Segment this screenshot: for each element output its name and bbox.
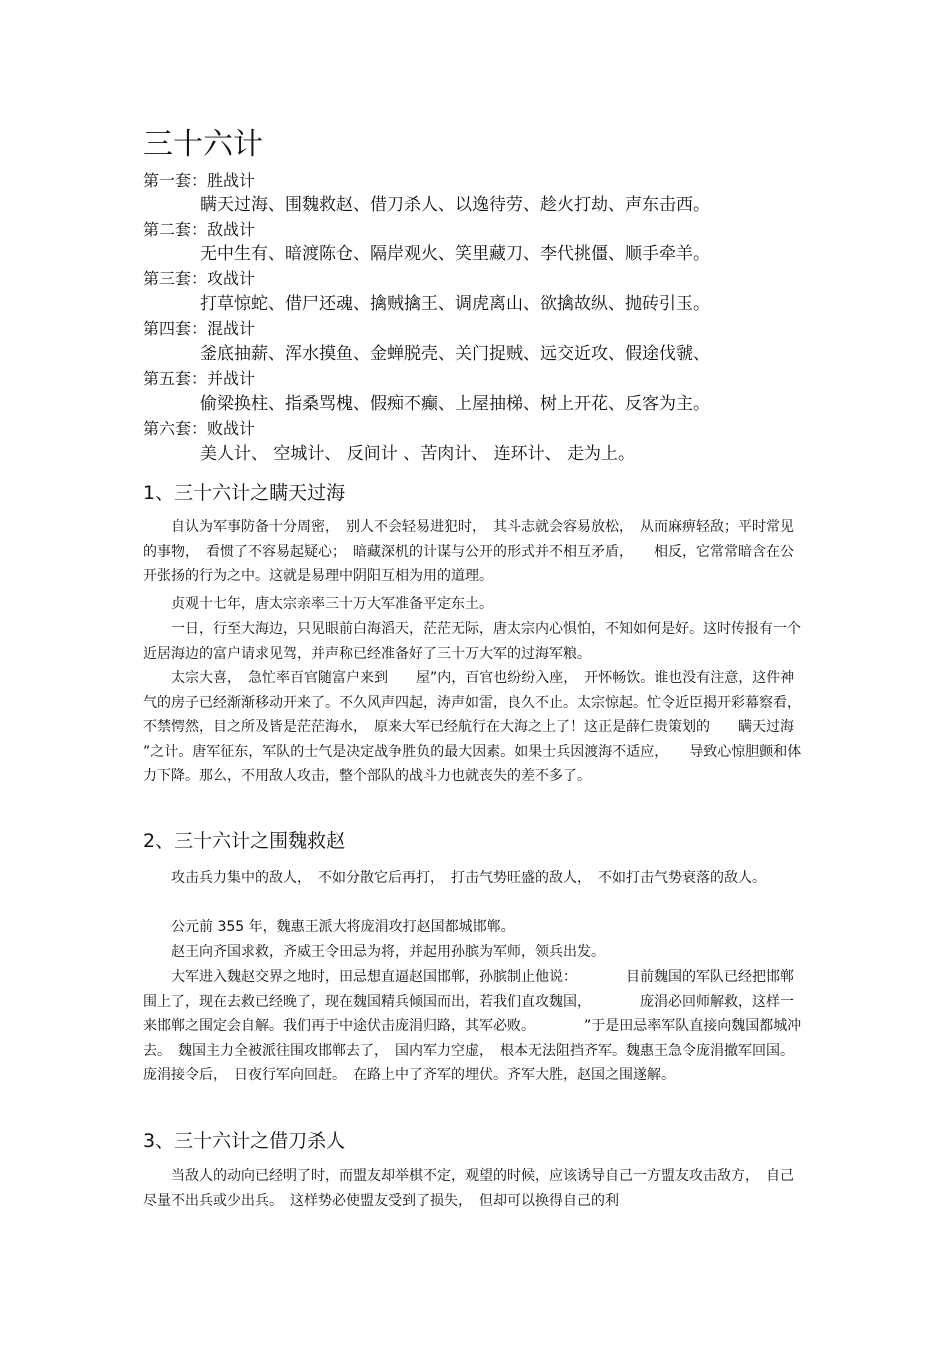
section-heading-1: 1、三十六计之瞒天过海 [143,482,346,504]
section-1-paragraph-4: 太宗大喜， 急忙率百官随富户来到 屋”内，百官也纷纷入座， 开怀畅饮。谁也没有注意，这件神气的房子已经渐渐移动开来了。不久风声四起，涛声如雷，良久不止。太宗惊起。忙令近臣揭开彩幕察看， 不禁愕然，目之所及皆是茫茫海水， 原来大军已经航行在大海之上了！这正是薛仁贵策划的 瞒天过海 ”之计。唐军征东，军队的士气是决定战争胜负的最大因素。如果士兵因渡海不适应， 导致心惊胆颤和体力下降。那么，不用敌人攻击，整个部队的战斗力也就丧失的差不多了。 [143,670,808,785]
section-heading-2: 2、三十六计之围魏救赵 [143,830,346,852]
section-2-paragraph-3: 赵王向齐国求救，齐威王令田忌为将，并起用孙膑为军师，领兵出发。 [143,944,605,960]
section-2-paragraph-2: 公元前 355 年，魏惠王派大将庞涓攻打赵国都城邯郸。 [143,919,515,935]
set-heading-4: 第四套：混战计 [143,319,256,338]
set-items-6: 美人计、 空城计、 反间计 、苦肉计、 连环计、 走为上。 [200,444,636,464]
section-heading-3: 3、三十六计之借刀杀人 [143,1130,346,1152]
section-1-paragraph-3: 一日，行至大海边，只见眼前白海滔天，茫茫无际，唐太宗内心惧怕，不知如何是好。这时传报有一个近居海边的富户请求见驾，并声称已经准备好了三十万大军的过海军粮。 [143,621,801,662]
set-heading-2: 第二套：敌战计 [143,220,256,239]
set-heading-3: 第三套：攻战计 [143,269,256,288]
set-items-3: 打草惊蛇、借尸还魂、擒贼擒王、调虎离山、欲擒故纵、抛砖引玉。 [200,294,710,314]
section-1-paragraph-1: 自认为军事防备十分周密， 别人不会轻易进犯时， 其斗志就会容易放松， 从而麻痹轻敌；平时常见的事物， 看惯了不容易起疑心； 暗藏深机的计谋与公开的形式并不相互矛盾， 相反，它常常暗含在公开张扬的行为之中。这就是易理中阴阳互相为用的道理。 [143,519,794,585]
section-2-paragraph-1: 攻击兵力集中的敌人， 不如分散它后再打， 打击气势旺盛的敌人， 不如打击气势衰落的敌人。 [143,870,766,886]
set-items-5: 偷梁换柱、指桑骂槐、假痴不癫、上屋抽梯、树上开花、反客为主。 [200,394,710,414]
set-items-2: 无中生有、暗渡陈仓、隔岸观火、笑里藏刀、李代挑僵、顺手牵羊。 [200,244,710,264]
set-items-4: 釜底抽薪、浑水摸鱼、金蝉脱壳、关门捉贼、远交近攻、假途伐虢、 [200,344,710,364]
section-2-paragraph-4: 大军进入魏赵交界之地时，田忌想直逼赵国邯郸，孙膑制止他说： 目前魏国的军队已经把邯郸围上了，现在去救已经晚了，现在魏国精兵倾国而出，若我们直攻魏国， 庞涓必回师解救，这样一来邯郸之围定会自解。我们再于中途伏击庞涓归路，其军必败。 ”于是田忌率军队直接向魏国都城冲去。 魏国主力全被派往围攻邯郸去了， 国内军力空虚， 根本无法阻挡齐军。魏惠王急令庞涓撤军回国。 庞涓接令后， 日夜行军向回赶。 在路上中了齐军的埋伏。齐军大胜，赵国之围遂解。 [143,969,802,1084]
set-items-1: 瞒天过海、围魏救赵、借刀杀人、以逸待劳、趁火打劫、声东击西。 [200,195,710,215]
document-title: 三十六计 [143,127,263,162]
set-heading-6: 第六套：败战计 [143,419,256,438]
set-heading-1: 第一套：胜战计 [143,171,256,190]
section-1-paragraph-2: 贞观十七年，唐太宗亲率三十万大军准备平定东土。 [143,596,493,612]
set-heading-5: 第五套：并战计 [143,369,256,388]
section-3-paragraph-1: 当敌人的动向已经明了时，而盟友却举棋不定，观望的时候，应该诱导自己一方盟友攻击敌方， 自己尽量不出兵或少出兵。 这样势必使盟友受到了损失， 但却可以换得自己的利 [143,1168,794,1209]
